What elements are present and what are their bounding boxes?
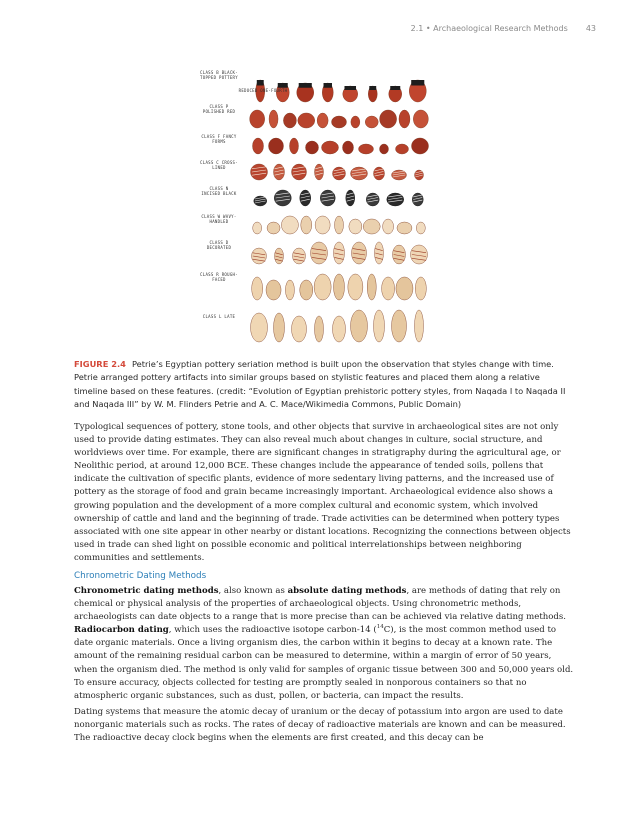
- pot: [392, 310, 407, 342]
- pot: [415, 310, 424, 342]
- pot: [251, 313, 268, 342]
- pot: [396, 277, 413, 300]
- p2-text-4: C), is the most common method used to date organic materials. Once a living organism dies, the carbon within it begins to decay at a known rate. The amount of the remaining residual carbon can be measured to determine, within a margin of error of 50 years, when the organism died. The method is only valid for samples of organic tissue between 300 and 50,000 years old. To ensure accuracy, objects collected for testing are promptly sealed in nonporous containers so that no atmospheric organic substances, such as dust, pollen, or bacteria, can impact the results.: [74, 625, 574, 701]
- pot: [314, 274, 331, 300]
- running-header: [0, 24, 596, 33]
- figure-caption: [74, 358, 574, 412]
- pottery-class-label: CLASS F FANCY FORMS: [201, 134, 237, 144]
- paragraph-chronometric-dating: [74, 585, 574, 703]
- pot: [349, 219, 362, 234]
- pot: [363, 219, 380, 234]
- pot-black-top: [344, 86, 356, 90]
- pot: [335, 216, 344, 234]
- pot: [343, 141, 354, 154]
- pot-black-top: [369, 86, 376, 90]
- figure-label: FIGURE 2.4: [74, 359, 126, 369]
- pot: [334, 274, 345, 300]
- pot: [253, 138, 264, 154]
- pot: [383, 219, 394, 234]
- pot: [399, 110, 410, 128]
- p2-text-3: , which uses the radioactive isotope carbon-14 (: [168, 625, 377, 636]
- section-title: 2.1 • Archaeological Research Methods: [410, 24, 568, 33]
- section-heading: Chronometric Dating Methods: [74, 571, 207, 581]
- pot: [317, 113, 328, 128]
- pot: [253, 222, 262, 234]
- pot: [351, 116, 360, 128]
- pot: [416, 222, 425, 234]
- pot: [359, 144, 374, 154]
- pot: [292, 316, 307, 342]
- pottery-seriation-figure: [197, 60, 437, 352]
- pottery-class-label: CLASS D DECORATED: [206, 240, 232, 250]
- pot: [269, 138, 284, 154]
- pot: [300, 280, 313, 300]
- pot: [315, 216, 330, 234]
- pot: [413, 110, 428, 128]
- term-radiocarbon: Radiocarbon dating: [74, 625, 169, 636]
- pot: [322, 141, 339, 154]
- pot: [332, 116, 347, 128]
- pot-black-top: [257, 80, 264, 86]
- pot: [298, 113, 315, 128]
- pot: [301, 216, 312, 234]
- pottery-class-label: CLASS L LATE: [202, 314, 236, 319]
- isotope-superscript: 14: [376, 624, 384, 631]
- paragraph-radioactive-decay: Dating systems that measure the atomic decay of uranium or the decay of potassium into argon are used to date nonorganic materials such as rocks. The rates of decay of radioactive materials are known and can be measured. The radioactive decay clock begins when the elements are first created, and this decay can be: [74, 707, 566, 744]
- pot: [382, 277, 395, 300]
- pot-black-top: [299, 83, 312, 88]
- pot: [380, 144, 389, 154]
- pot: [290, 138, 299, 154]
- pottery-class-label: CLASS C CROSS-LINED: [200, 160, 238, 170]
- term-chronometric: Chronometric dating methods: [74, 586, 219, 596]
- pottery-class-label: CLASS N INCISED BLACK: [201, 186, 237, 196]
- pot-black-top: [411, 80, 424, 86]
- paragraph-typological-sequences: Typological sequences of pottery, stone tools, and other objects that survive in archaeological sites are not only used to provide dating estimates. They can also reveal much about changes in culture, social structure, and worldviews over time. For example, there are significant changes in stratigraphy during the agricultural age, or Neolithic period, at around 12,000 BCE. These changes include the appearance of tended soils, pollens that indicate the cultivation of specific plants, evidence of more sedentary living patterns, and the increased use of pottery as the storage of food and grain became increasingly important. Archaeological evidence also shows a growing population and the development of a more complex cultural and economic system, which involved ownership of cattle and land and the beginning of trade. Trade activities can be determined when pottery types associated with one site appear in other nearby or distant locations. Recognizing the connections between objects used in trade can shed light on possible economic and political interrelationships between neighboring communities and settlements.: [74, 422, 571, 563]
- pot: [351, 310, 368, 342]
- pot: [252, 277, 263, 300]
- pot: [415, 277, 426, 300]
- pot: [365, 116, 378, 128]
- pot: [266, 280, 281, 300]
- pot: [396, 144, 409, 154]
- pot-black-top: [324, 83, 332, 88]
- pot-black-top: [390, 86, 400, 90]
- pot: [333, 316, 346, 342]
- page-number: 43: [585, 24, 596, 33]
- pot: [374, 310, 385, 342]
- pot: [412, 138, 429, 154]
- pot: [348, 274, 363, 300]
- pot: [274, 313, 285, 342]
- pottery-class-label: CLASS B BLACK-TOPPED POTTERY: [200, 70, 238, 80]
- pot: [380, 110, 397, 128]
- term-absolute: absolute dating methods: [287, 586, 407, 596]
- pot: [285, 280, 294, 300]
- pot: [315, 316, 324, 342]
- pottery-class-label: CLASS W WAVY-HANDLED: [201, 214, 237, 224]
- scale-note: REDUCED ONE-FOURTH: [238, 88, 288, 93]
- pot: [367, 274, 376, 300]
- figure-caption-text: Petrie’s Egyptian pottery seriation method is built upon the observation that styles change with time. Petrie arranged pottery artifacts into similar groups based on stylistic features and placed them along a relative timeline based on these features. (credit: “Evolution of Egyptian prehistoric pottery styles, from Naqada I to Naqada II and Naqada III” by W. M. Flinders Petrie and A. C. Mace/Wikimedia Commons, Public Domain): [74, 359, 566, 410]
- pot: [250, 110, 265, 128]
- pot: [281, 216, 298, 234]
- p2-text-1: , also known as: [218, 586, 288, 596]
- pottery-class-label: CLASS R ROUGH-FACED: [200, 272, 238, 282]
- p2-text-2: , are methods of dating that rely on chemical or physical analysis of the properties of archaeological objects. Using chronometric methods, archaeologists can date objects to a range that is more precise than can be achieved via relative dating methods.: [74, 586, 567, 623]
- pot: [267, 222, 280, 234]
- pottery-class-label: CLASS P POLISHED RED: [202, 104, 236, 114]
- pot: [397, 222, 412, 234]
- pot: [306, 141, 319, 154]
- pot: [283, 113, 296, 128]
- pot: [269, 110, 278, 128]
